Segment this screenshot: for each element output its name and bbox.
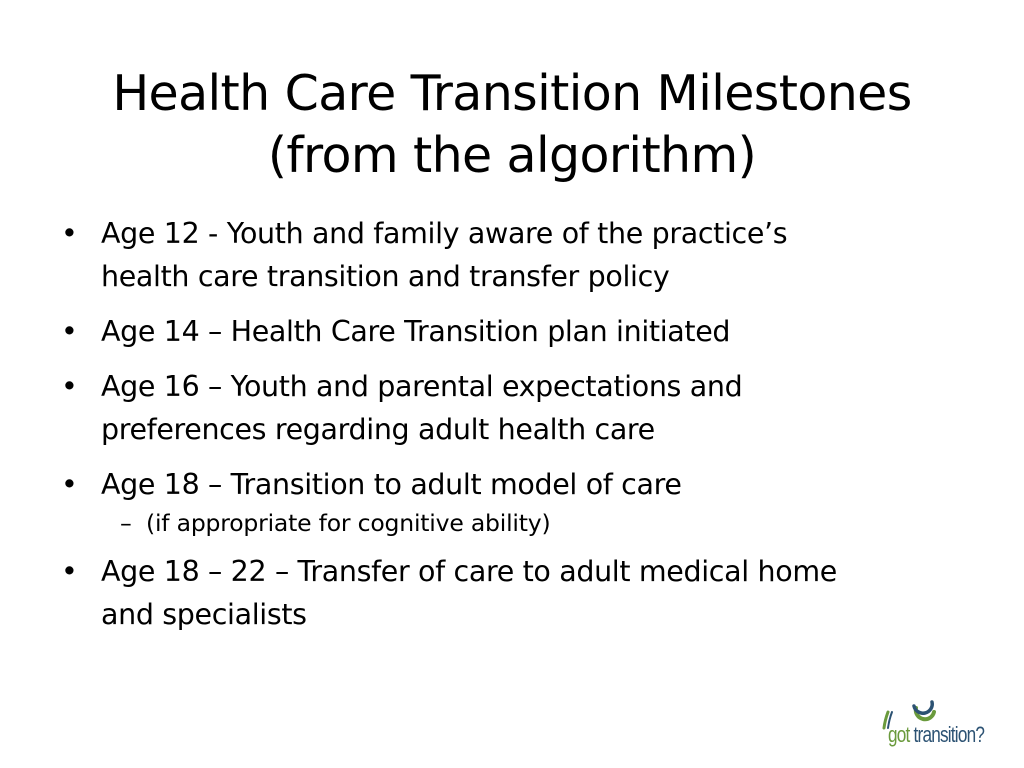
got-transition-logo [876, 690, 1008, 760]
milestone-age-12 [56, 212, 976, 298]
sub-bullet-dash: – [120, 509, 132, 537]
milestone-list [56, 212, 976, 648]
milestone-text-line: Age 16 – Youth and parental expectations and [101, 370, 743, 403]
milestone-text-line: preferences regarding adult health care [101, 413, 655, 446]
milestone-age-18-note [56, 506, 976, 540]
milestone-age-14 [56, 310, 976, 353]
slide-title [40, 63, 984, 187]
bullet-dot: • [61, 370, 78, 403]
slide-title-line-1: Health Care Transition Milestones [112, 64, 912, 122]
bullet-dot: • [61, 468, 78, 501]
milestone-text-line: and specialists [101, 598, 307, 631]
milestone-text-line: health care transition and transfer policy [101, 260, 670, 293]
milestone-age-18-22 [56, 550, 976, 636]
milestone-sub-text: (if appropriate for cognitive ability) [146, 509, 551, 537]
bullet-dot: • [61, 217, 78, 250]
logo-wordmark [888, 722, 984, 748]
milestone-text-line: Age 18 – Transition to adult model of care [101, 468, 682, 501]
milestone-text-line: Age 14 – Health Care Transition plan initiated [101, 315, 731, 348]
milestone-text-line: Age 18 – 22 – Transfer of care to adult medical home [101, 555, 837, 588]
bullet-dot: • [61, 555, 78, 588]
milestone-text-line: Age 12 - Youth and family aware of the practice’s [101, 217, 788, 250]
bullet-dot: • [61, 315, 78, 348]
milestone-age-16 [56, 365, 976, 451]
milestone-age-18 [56, 463, 976, 506]
logo-word-transition: transition? [913, 722, 985, 747]
logo-word-got: got [888, 722, 910, 747]
slide-title-line-2: (from the algorithm) [267, 126, 757, 184]
